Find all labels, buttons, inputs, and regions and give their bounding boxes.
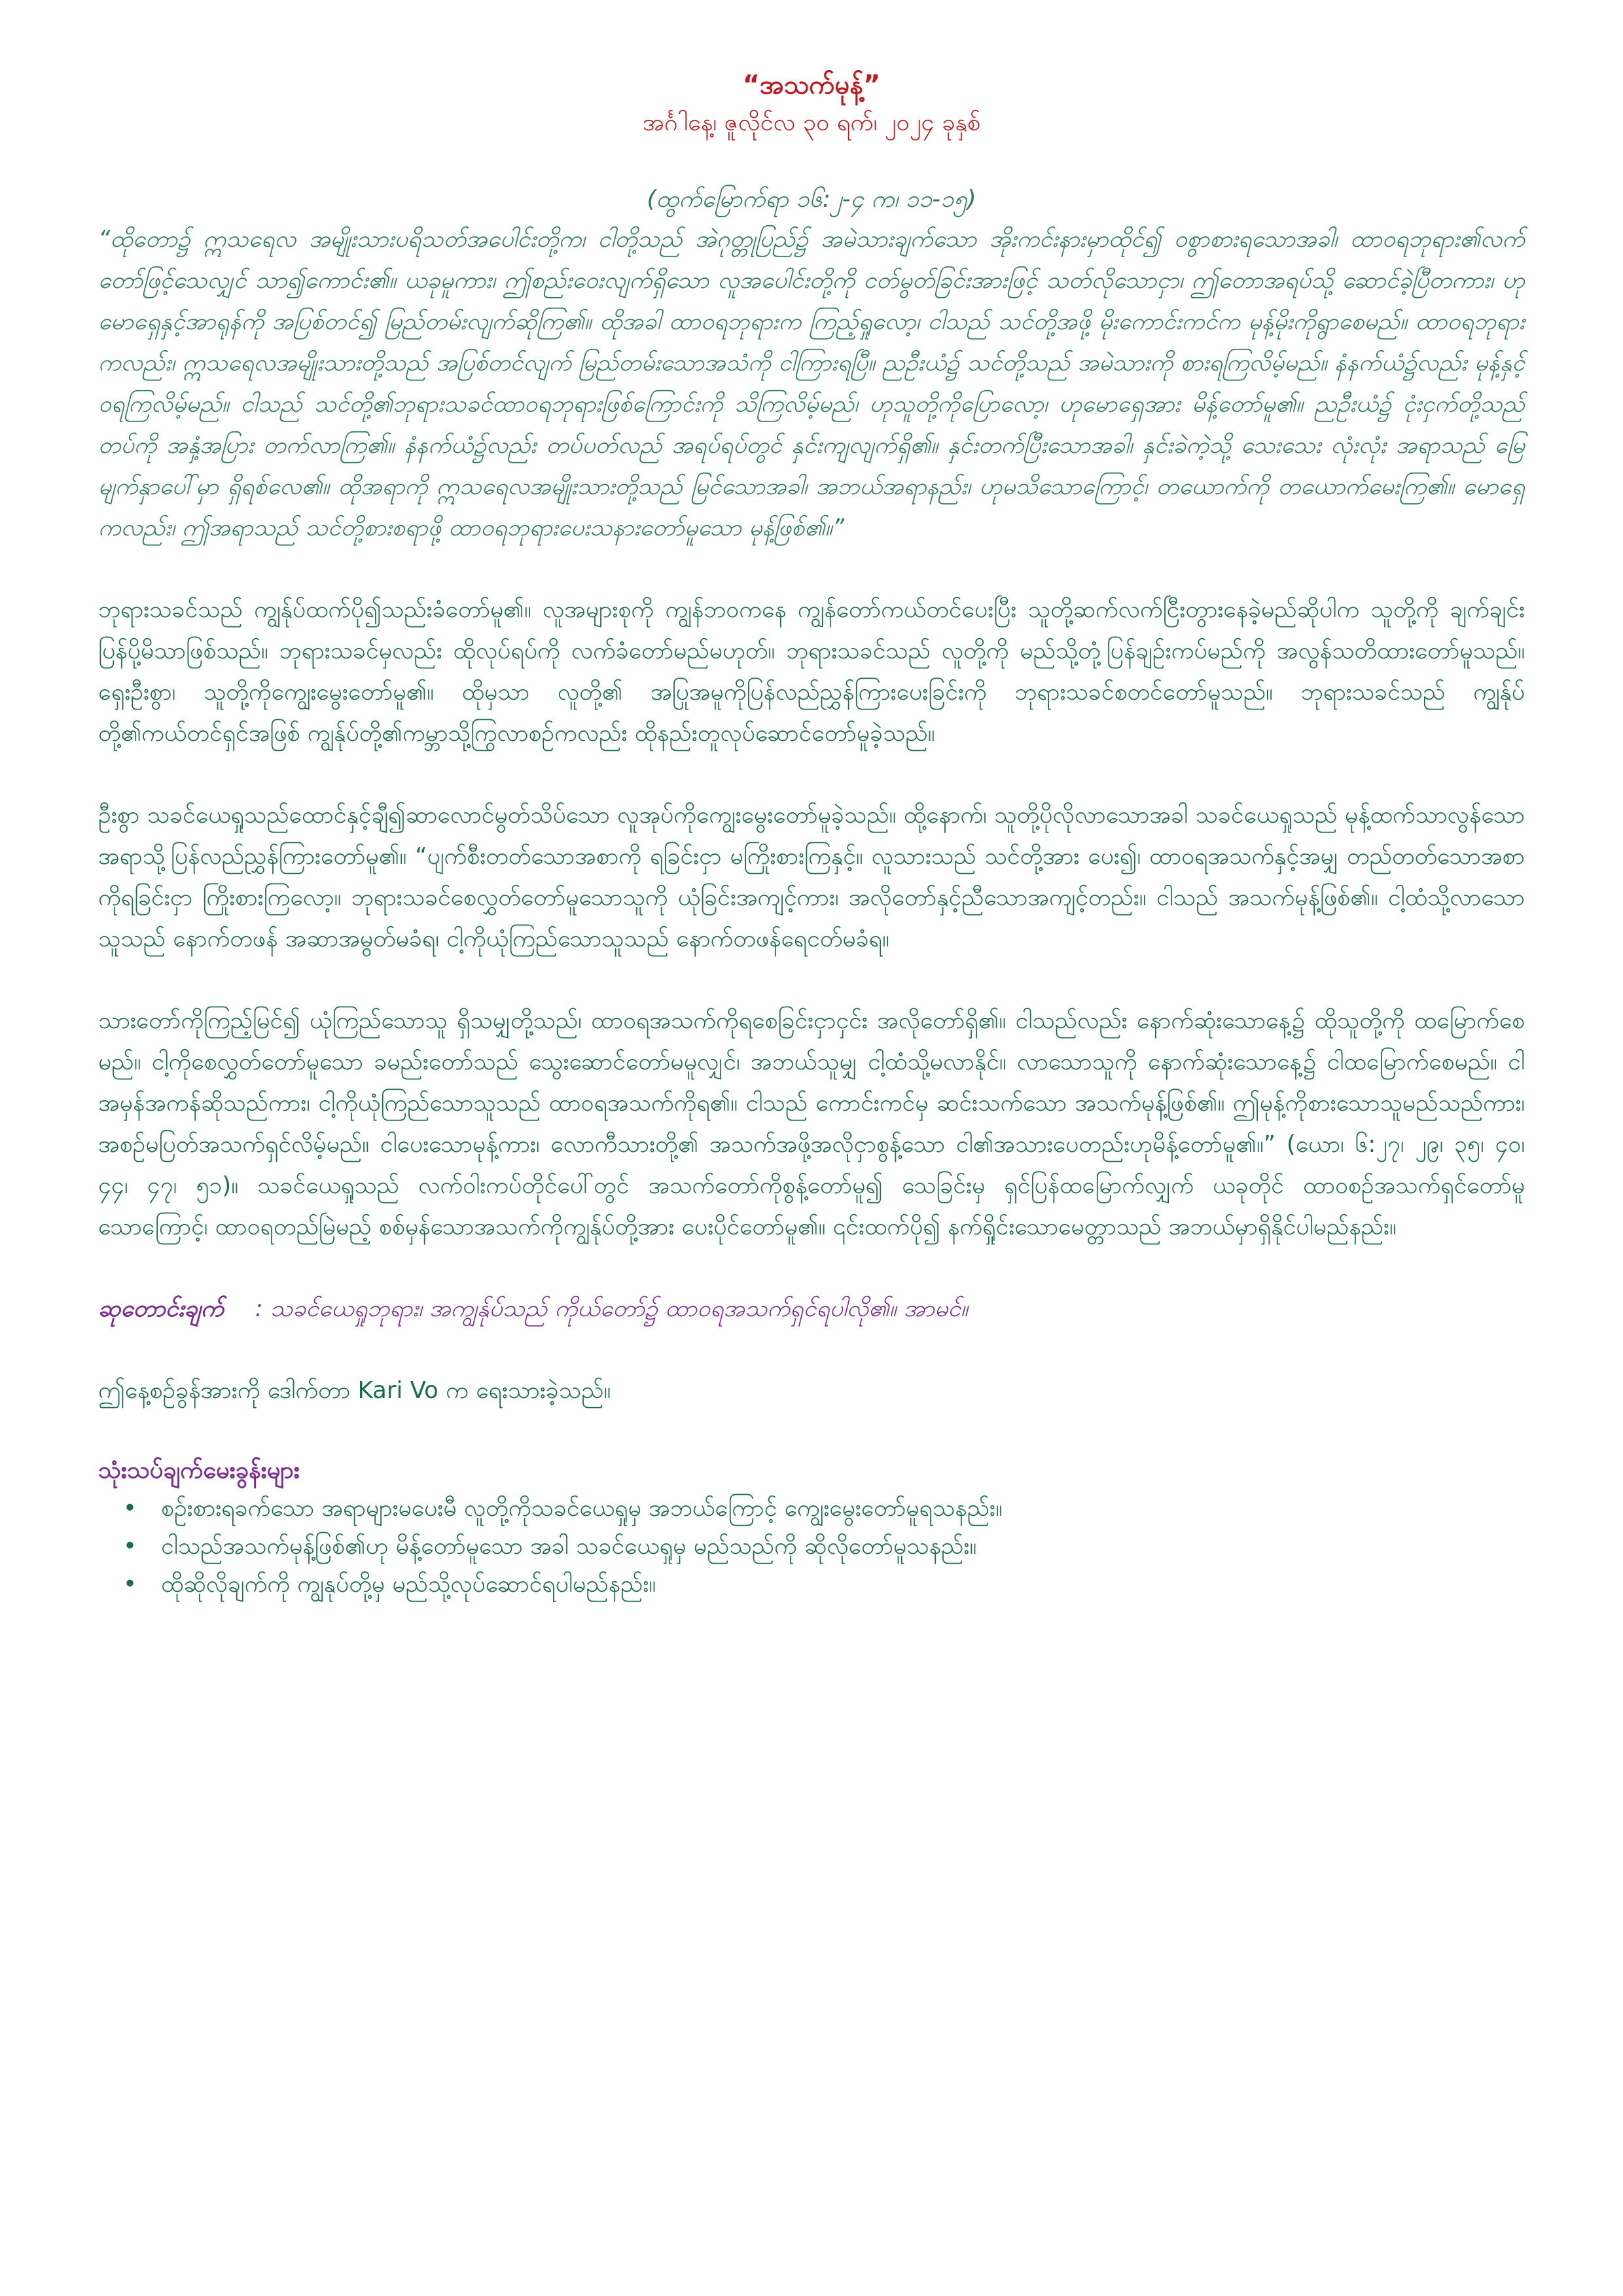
list-item	[98, 1528, 1525, 1566]
body-paragraph-1: ဘုရားသခင်သည် ကျွန်ုပ်ထက်ပို၍သည်းခံတော်မူ၏။ လူအများစုကို ကျွန်ဘဝကနေ ကျွန်တော်ကယ်တင်ပေးပြီး သူတို့ဆက်လက်ငြီးတွားနေခဲ့မည်ဆိုပါက သူတို့ကို ချက်ချင်းပြန်ပို့မိသာဖြစ်သည်။ ဘုရားသခင်မှလည်း ထိုလုပ်ရပ်ကို လက်ခံတော်မည်မဟုတ်။ ဘုရားသခင်သည် လူတို့ကို မည်သို့တုံ့ပြန်ချဉ်းကပ်မည်ကို အလွန်သတိထားတော်မူသည်။ ရှေးဦးစွာ၊ သူတို့ကိုကျွေးမွေးတော်မူ၏။ ထိုမှသာ လူတို့၏ အပြုအမူကိုပြန်လည်ညွှန်ကြားပေးခြင်းကို ဘုရားသခင်စတင်တော်မူသည်။ ဘုရားသခင်သည် ကျွန်ုပ်တို့၏ကယ်တင်ရှင်အဖြစ် ကျွန်ုပ်တို့၏ကမ္ဘာသို့ကြွလာစဉ်ကလည်း ထိုနည်းတူလုပ်ဆောင်တော်မူခဲ့သည်။	[98, 596, 1525, 747]
bullet-icon: •	[123, 1495, 137, 1522]
question-text: စဉ်းစားရခက်သော အရာများမပေးမီ လူတို့ကိုသခင်ယေရှုမှ အဘယ်ကြောင့် ကျွေးမွေးတော်မူရသနည်း။	[161, 1495, 1003, 1522]
reflection-questions-list	[98, 1490, 1525, 1604]
reflection-questions-heading: သုံးသပ်ချက်မေးခွန်းများ	[98, 1457, 300, 1484]
prayer-label: ဆုတောင်းချက်	[98, 1295, 224, 1322]
bullet-icon: •	[123, 1571, 137, 1598]
scripture-passage: “ထိုတော၌ ဣသရေလ အမျိုးသားပရိသတ်အပေါင်းတို့က၊ ငါတို့သည် အဲဂုတ္တုပြည်၌ အမဲသားချက်သော အိုးကင်းနားမှာထိုင်၍ ဝစွာစားရသောအခါ၊ ထာဝရဘုရား၏လက်တော်ဖြင့်သေလျှင် သာ၍ကောင်း၏။ ယခုမူကား၊ ဤစည်းဝေးလျက်ရှိသော လူအပေါင်းတို့ကို ငတ်မွတ်ခြင်းအားဖြင့် သတ်လိုသောငှာ၊ ဤတောအရပ်သို့ ဆောင်ခဲ့ပြီတကား၊ ဟုမောရှေနှင့်အာရုန်ကို အပြစ်တင်၍ မြည်တမ်းလျက်ဆိုကြ၏။ ထိုအခါ ထာဝရဘုရားက ကြည့်ရှုလော့၊ ငါသည် သင်တို့အဖို့ မိုးကောင်းကင်က မုန့်မိုးကိုရွာစေမည်။ ထာဝရဘုရားကလည်း၊ ဣသရေလအမျိုးသားတို့သည် အပြစ်တင်လျက် မြည်တမ်းသောအသံကို ငါကြားရပြီ။ ညဦးယံ၌ သင်တို့သည် အမဲသားကို စားရကြလိမ့်မည်။ နံနက်ယံ၌လည်း မုန့်နှင့် ဝရကြလိမ့်မည်။ ငါသည် သင်တို့၏ဘုရားသခင်ထာဝရဘုရားဖြစ်ကြောင်းကို သိကြလိမ့်မည်၊ ဟုသူတို့ကိုပြောလော့၊ ဟုမောရှေအား မိန့်တော်မူ၏။ ညဦးယံ၌ ငုံးငှက်တို့သည် တပ်ကို အနှံ့အပြား တက်လာကြ၏။ နံနက်ယံ၌လည်း တပ်ပတ်လည် အရပ်ရပ်တွင် နှင်းကျလျက်ရှိ၏။ နှင်းတက်ပြီးသောအခါ၊ နှင်းခဲကဲ့သို့ သေးသေး လုံးလုံး အရာသည် မြေမျက်နှာပေါ်မှာ ရှိရစ်လေ၏။ ထိုအရာကို ဣသရေလအမျိုးသားတို့သည် မြင်သောအခါ၊ အဘယ်အရာနည်း၊ ဟုမသိသောကြောင့်၊ တယောက်ကို တယောက်မေးကြ၏။ မောရှေကလည်း၊ ဤအရာသည် သင်တို့စားစရာဖို့ ထာဝရဘုရားပေးသနားတော်မူသော မုန့်ဖြစ်၏။”	[98, 226, 1525, 541]
devotional-date: အင်္ဂါနေ့၊ ဇူလိုင်လ ၃၀ ရက်၊ ၂၀၂၄ ခုနှစ်	[642, 109, 981, 136]
question-text: ငါသည်အသက်မုန့်ဖြစ်၏ဟု မိန့်တော်မူသော အခါ သခင်ယေရှုမှ မည်သည်ကို ဆိုလိုတော်မူသနည်း။	[161, 1533, 977, 1560]
devotional-title: “အသက်မုန့်”	[742, 70, 881, 100]
list-item	[98, 1490, 1525, 1528]
list-item	[98, 1566, 1525, 1604]
prayer-text: : သခင်ယေရှုဘုရား၊ အကျွန်ုပ်သည် ကိုယ်တော်၌ ထာဝရအသက်ရှင်ရပါလို၏။ အာမင်။	[255, 1295, 968, 1322]
scripture-reference: (ထွက်မြောက်ရာ ၁၆:၂-၄ က၊ ၁၁-၁၅)	[647, 186, 976, 213]
body-paragraph-3: သားတော်ကိုကြည့်မြင်၍ ယုံကြည်သောသူ ရှိသမျှတို့သည်၊ ထာဝရအသက်ကိုရစေခြင်းငှာငှင်း အလိုတော်ရှိ၏။ ငါသည်လည်း နောက်ဆုံးသောနေ့၌ ထိုသူတို့ကို ထမြောက်စေမည်။ ငါ့ကိုစေလွှတ်တော်မူသော ခမည်းတော်သည် သွေးဆောင်တော်မမူလျှင်၊ အဘယ်သူမျှ ငါ့ထံသို့မလာနိုင်။ လာသောသူကို နောက်ဆုံးသောနေ့၌ ငါထမြောက်စေမည်။ ငါအမှန်အကန်ဆိုသည်ကား၊ ငါ့ကိုယုံကြည်သောသူသည် ထာဝရအသက်ကိုရ၏။ ငါသည် ကောင်းကင်မှ ဆင်းသက်သော အသက်မုန့်ဖြစ်၏။ ဤမုန့်ကိုစားသောသူမည်သည်ကား၊ အစဉ်မပြတ်အသက်ရှင်လိမ့်မည်။ ငါပေးသောမုန့်ကား၊ လောကီသားတို့၏ အသက်အဖို့အလိုငှာစွန့်သော ငါ၏အသားပေတည်းဟုမိန့်တော်မူ၏။” (ယော၊ ၆:၂၇၊ ၂၉၊ ၃၅၊ ၄၀၊ ၄၄၊ ၄၇၊ ၅၁)။ သခင်ယေရှုသည် လက်ဝါးကပ်တိုင်ပေါ်တွင် အသက်တော်ကိုစွန့်တော်မူ၍ သေခြင်းမှ ရှင်ပြန်ထမြောက်လျှက် ယခုတိုင် ထာဝစဉ်အသက်ရှင်တော်မူသောကြောင့်၊ ထာဝရတည်မြဲမည့် စစ်မှန်သောအသက်ကိုကျွန်ုပ်တို့အား ပေးပိုင်တော်မူ၏။ ၎င်းထက်ပို၍ နက်ရှိုင်းသောမေတ္တာသည် အဘယ်မှာရှိနိုင်ပါမည်နည်း။	[98, 1007, 1525, 1240]
prayer-line	[98, 1288, 1525, 1329]
body-paragraph-2: ဦးစွာ သခင်ယေရှုသည်ထောင်နှင့်ချီ၍ဆာလောင်မွတ်သိပ်သော လူအုပ်ကိုကျွေးမွေးတော်မူခဲ့သည်။ ထို့နောက်၊ သူတို့ပိုလိုလာသောအခါ သခင်ယေရှုသည် မုန့်ထက်သာလွန်သောအရာသို့ပြန်လည်ညွှန်ကြားတော်မူ၏။ “ပျက်စီးတတ်သောအစာကို ရခြင်းငှာ မကြိုးစားကြနှင့်။ လူသားသည် သင်တို့အား ပေး၍၊ ထာဝရအသက်နှင့်အမျှ တည်တတ်သောအစာကိုရခြင်းငှာ ကြိုးစားကြလော့။ ဘုရားသခင်စေလွှတ်တော်မူသောသူကို ယုံခြင်းအကျင့်ကား၊ အလိုတော်နှင့်ညီသောအကျင့်တည်း။ ငါသည် အသက်မုန့်ဖြစ်၏။ ငါ့ထံသို့လာသောသူသည် နောက်တဖန် အဆာအမွတ်မခံရ၊ ငါ့ကိုယုံကြည်သောသူသည် နောက်တဖန်ရေငတ်မခံရ။	[98, 802, 1525, 952]
question-text: ထိုဆိုလိုချက်ကို ကျွနုပ်တို့မှ မည်သို့လုပ်ဆောင်ရပါမည်နည်း။	[161, 1571, 656, 1598]
bullet-icon: •	[123, 1533, 137, 1560]
author-credit: ဤနေ့စဉ်ခွန်အားကို ဒေါက်တာ Kari Vo က ရေးသားခဲ့သည်။	[98, 1377, 611, 1404]
